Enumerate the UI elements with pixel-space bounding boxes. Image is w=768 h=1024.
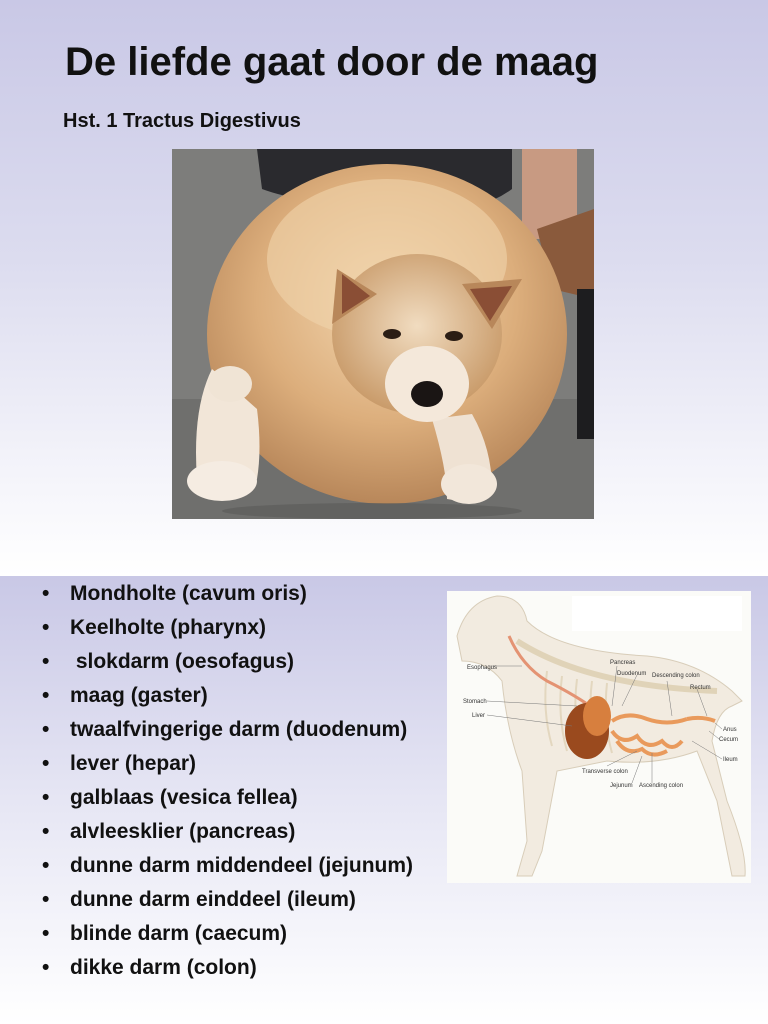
overweight-dog-photo — [172, 149, 594, 519]
diagram-label-jejunum: Jejunum — [610, 783, 633, 789]
list-item: • blinde darm (caecum) — [40, 920, 440, 947]
diagram-label-descending-colon: Descending colon — [652, 673, 700, 679]
list-item: • maag (gaster) — [40, 682, 440, 709]
dog-digestive-anatomy-diagram — [447, 591, 751, 883]
diagram-label-liver: Liver — [472, 713, 486, 719]
list-item: • galblaas (vesica fellea) — [40, 784, 440, 811]
diagram-label-duodenum: Duodenum — [617, 671, 647, 677]
diagram-label-rectum: Rectum — [690, 685, 711, 691]
list-item: • twaalfvingerige darm (duodenum) — [40, 716, 440, 743]
slide-subtitle: Hst. 1 Tractus Digestivus — [63, 110, 301, 132]
diagram-label-esophagus: Esophagus — [467, 665, 498, 671]
list-item: • slokdarm (oesofagus) — [40, 648, 440, 675]
diagram-label-stomach: Stomach — [463, 699, 487, 705]
list-item: • lever (hepar) — [40, 750, 440, 777]
diagram-label-ileum: Ileum — [723, 757, 738, 763]
slide-title: De liefde gaat door de maag — [65, 40, 599, 84]
diagram-label-cecum: Cecum — [719, 737, 739, 743]
digestive-organs-list — [40, 580, 440, 988]
list-item: • dunne darm middendeel (jejunum) — [40, 852, 440, 879]
slide-2 — [0, 576, 768, 1024]
diagram-label-pancreas: Pancreas — [610, 660, 636, 666]
list-item: • dikke darm (colon) — [40, 954, 440, 981]
diagram-label-anus: Anus — [723, 727, 737, 733]
list-item: • Keelholte (pharynx) — [40, 614, 440, 641]
diagram-label-transverse-colon: Transverse colon — [582, 769, 628, 775]
diagram-label-ascending-colon: Ascending colon — [639, 783, 684, 789]
list-item: • dunne darm einddeel (ileum) — [40, 886, 440, 913]
list-item: • alvleesklier (pancreas) — [40, 818, 440, 845]
list-item: • Mondholte (cavum oris) — [40, 580, 440, 607]
